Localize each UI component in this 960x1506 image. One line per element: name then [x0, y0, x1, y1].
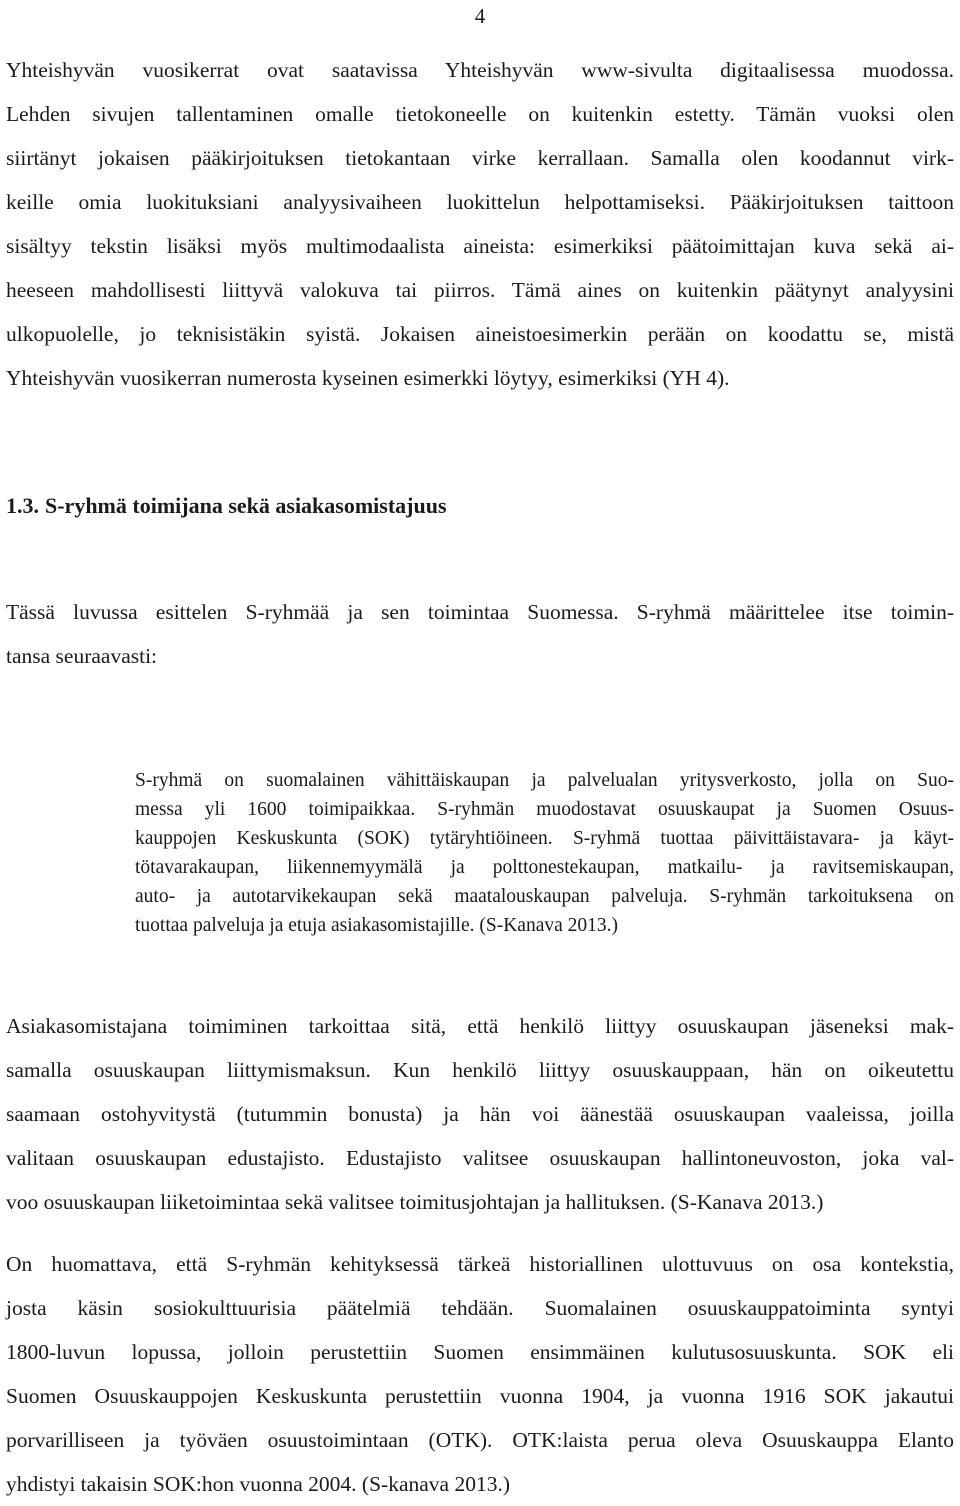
- text-line: 1800-luvun lopussa, jolloin perustettiin Suomen ensimmäinen kulutusosuuskunta. SOK eli: [6, 1340, 954, 1364]
- text-line: Yhteishyvän vuosikerran numerosta kyseinen esimerkki löytyy, esimerkiksi (YH 4).: [6, 366, 730, 390]
- text-line: siirtänyt jokaisen pääkirjoituksen tietokantaan virke kerrallaan. Samalla olen koodannut virk-: [6, 146, 954, 170]
- quote-line: kauppojen Keskuskunta (SOK) tytäryhtiöineen. S-ryhmä tuottaa päivittäistavara- ja käyt-: [135, 828, 954, 849]
- paragraph-history: [6, 1242, 954, 1506]
- text-line: sisältyy tekstin lisäksi myös multimodaalista aineista: esimerkiksi päätoimittajan kuva sekä ai-: [6, 234, 954, 258]
- quote-line: tuottaa palveluja ja etuja asiakasomistajille. (S-Kanava 2013.): [135, 915, 619, 936]
- section-number: 1.3.: [6, 493, 39, 518]
- text-line: yhdistyi takaisin SOK:hon vuonna 2004. (S-kanava 2013.): [6, 1472, 511, 1496]
- text-line: Tässä luvussa esittelen S-ryhmää ja sen toimintaa Suomessa. S-ryhmä määrittelee itse toimin-: [6, 600, 954, 624]
- section-heading: [6, 488, 447, 524]
- paragraph-membership: [6, 1004, 954, 1224]
- quote-line: tötavarakaupan, liikennemyymälä ja polttonestekaupan, matkailu- ja ravitsemiskaupan,: [135, 857, 954, 878]
- text-line: ulkopuolelle, jo teknisistäkin syistä. Jokaisen aineistoesimerkin perään on koodattu se, mistä: [6, 322, 954, 346]
- text-line: Yhteishyvän vuosikerrat ovat saatavissa Yhteishyvän www-sivulta digitaalisessa muodossa.: [6, 58, 954, 82]
- section-title: S-ryhmä toimijana sekä asiakasomistajuus: [45, 493, 447, 518]
- block-quote: [135, 766, 954, 940]
- text-line: keille omia luokituksiani analyysivaiheen luokittelun helpottamiseksi. Pääkirjoituksen taittoon: [6, 190, 954, 214]
- text-line: saamaan ostohyvitystä (tutummin bonusta) ja hän voi äänestää osuuskaupan vaaleissa, joilla: [6, 1102, 954, 1126]
- paragraph-intro: [6, 590, 954, 678]
- text-line: Asiakasomistajana toimiminen tarkoittaa sitä, että henkilö liittyy osuuskaupan jäseneksi mak-: [6, 1014, 954, 1038]
- page-number: 4: [474, 4, 486, 28]
- quote-line: auto- ja autotarvikekaupan sekä maatalouskaupan palveluja. S-ryhmän tarkoituksena on: [135, 886, 954, 907]
- text-line: Suomen Osuuskauppojen Keskuskunta perustettiin vuonna 1904, ja vuonna 1916 SOK jakautui: [6, 1384, 954, 1408]
- text-line: porvarilliseen ja työväen osuustoimintaan (OTK). OTK:laista perua oleva Osuuskauppa Elanto: [6, 1428, 954, 1452]
- text-line: On huomattava, että S-ryhmän kehityksessä tärkeä historiallinen ulottuvuus on osa kontekstia,: [6, 1252, 954, 1276]
- text-line: samalla osuuskaupan liittymismaksun. Kun henkilö liittyy osuuskauppaan, hän on oikeutettu: [6, 1058, 954, 1082]
- quote-line: messa yli 1600 toimipaikkaa. S-ryhmän muodostavat osuuskaupat ja Suomen Osuus-: [135, 799, 954, 820]
- text-line: valitaan osuuskaupan edustajisto. Edustajisto valitsee osuuskaupan hallintoneuvoston, joka val-: [6, 1146, 954, 1170]
- paragraph-data-sources: [6, 48, 954, 400]
- text-line: heeseen mahdollisesti liittyvä valokuva tai piirros. Tämä aines on kuitenkin päätynyt analyysini: [6, 278, 954, 302]
- text-line: voo osuuskaupan liiketoimintaa sekä valitsee toimitusjohtajan ja hallituksen. (S-Kanava 2013.): [6, 1190, 824, 1214]
- quote-line: S-ryhmä on suomalainen vähittäiskaupan ja palvelualan yritysverkosto, jolla on Suo-: [135, 770, 954, 791]
- text-line: tansa seuraavasti:: [6, 644, 158, 668]
- text-line: Lehden sivujen tallentaminen omalle tietokoneelle on kuitenkin estetty. Tämän vuoksi olen: [6, 102, 954, 126]
- text-line: josta käsin sosiokulttuurisia päätelmiä tehdään. Suomalainen osuuskauppatoiminta syntyi: [6, 1296, 954, 1320]
